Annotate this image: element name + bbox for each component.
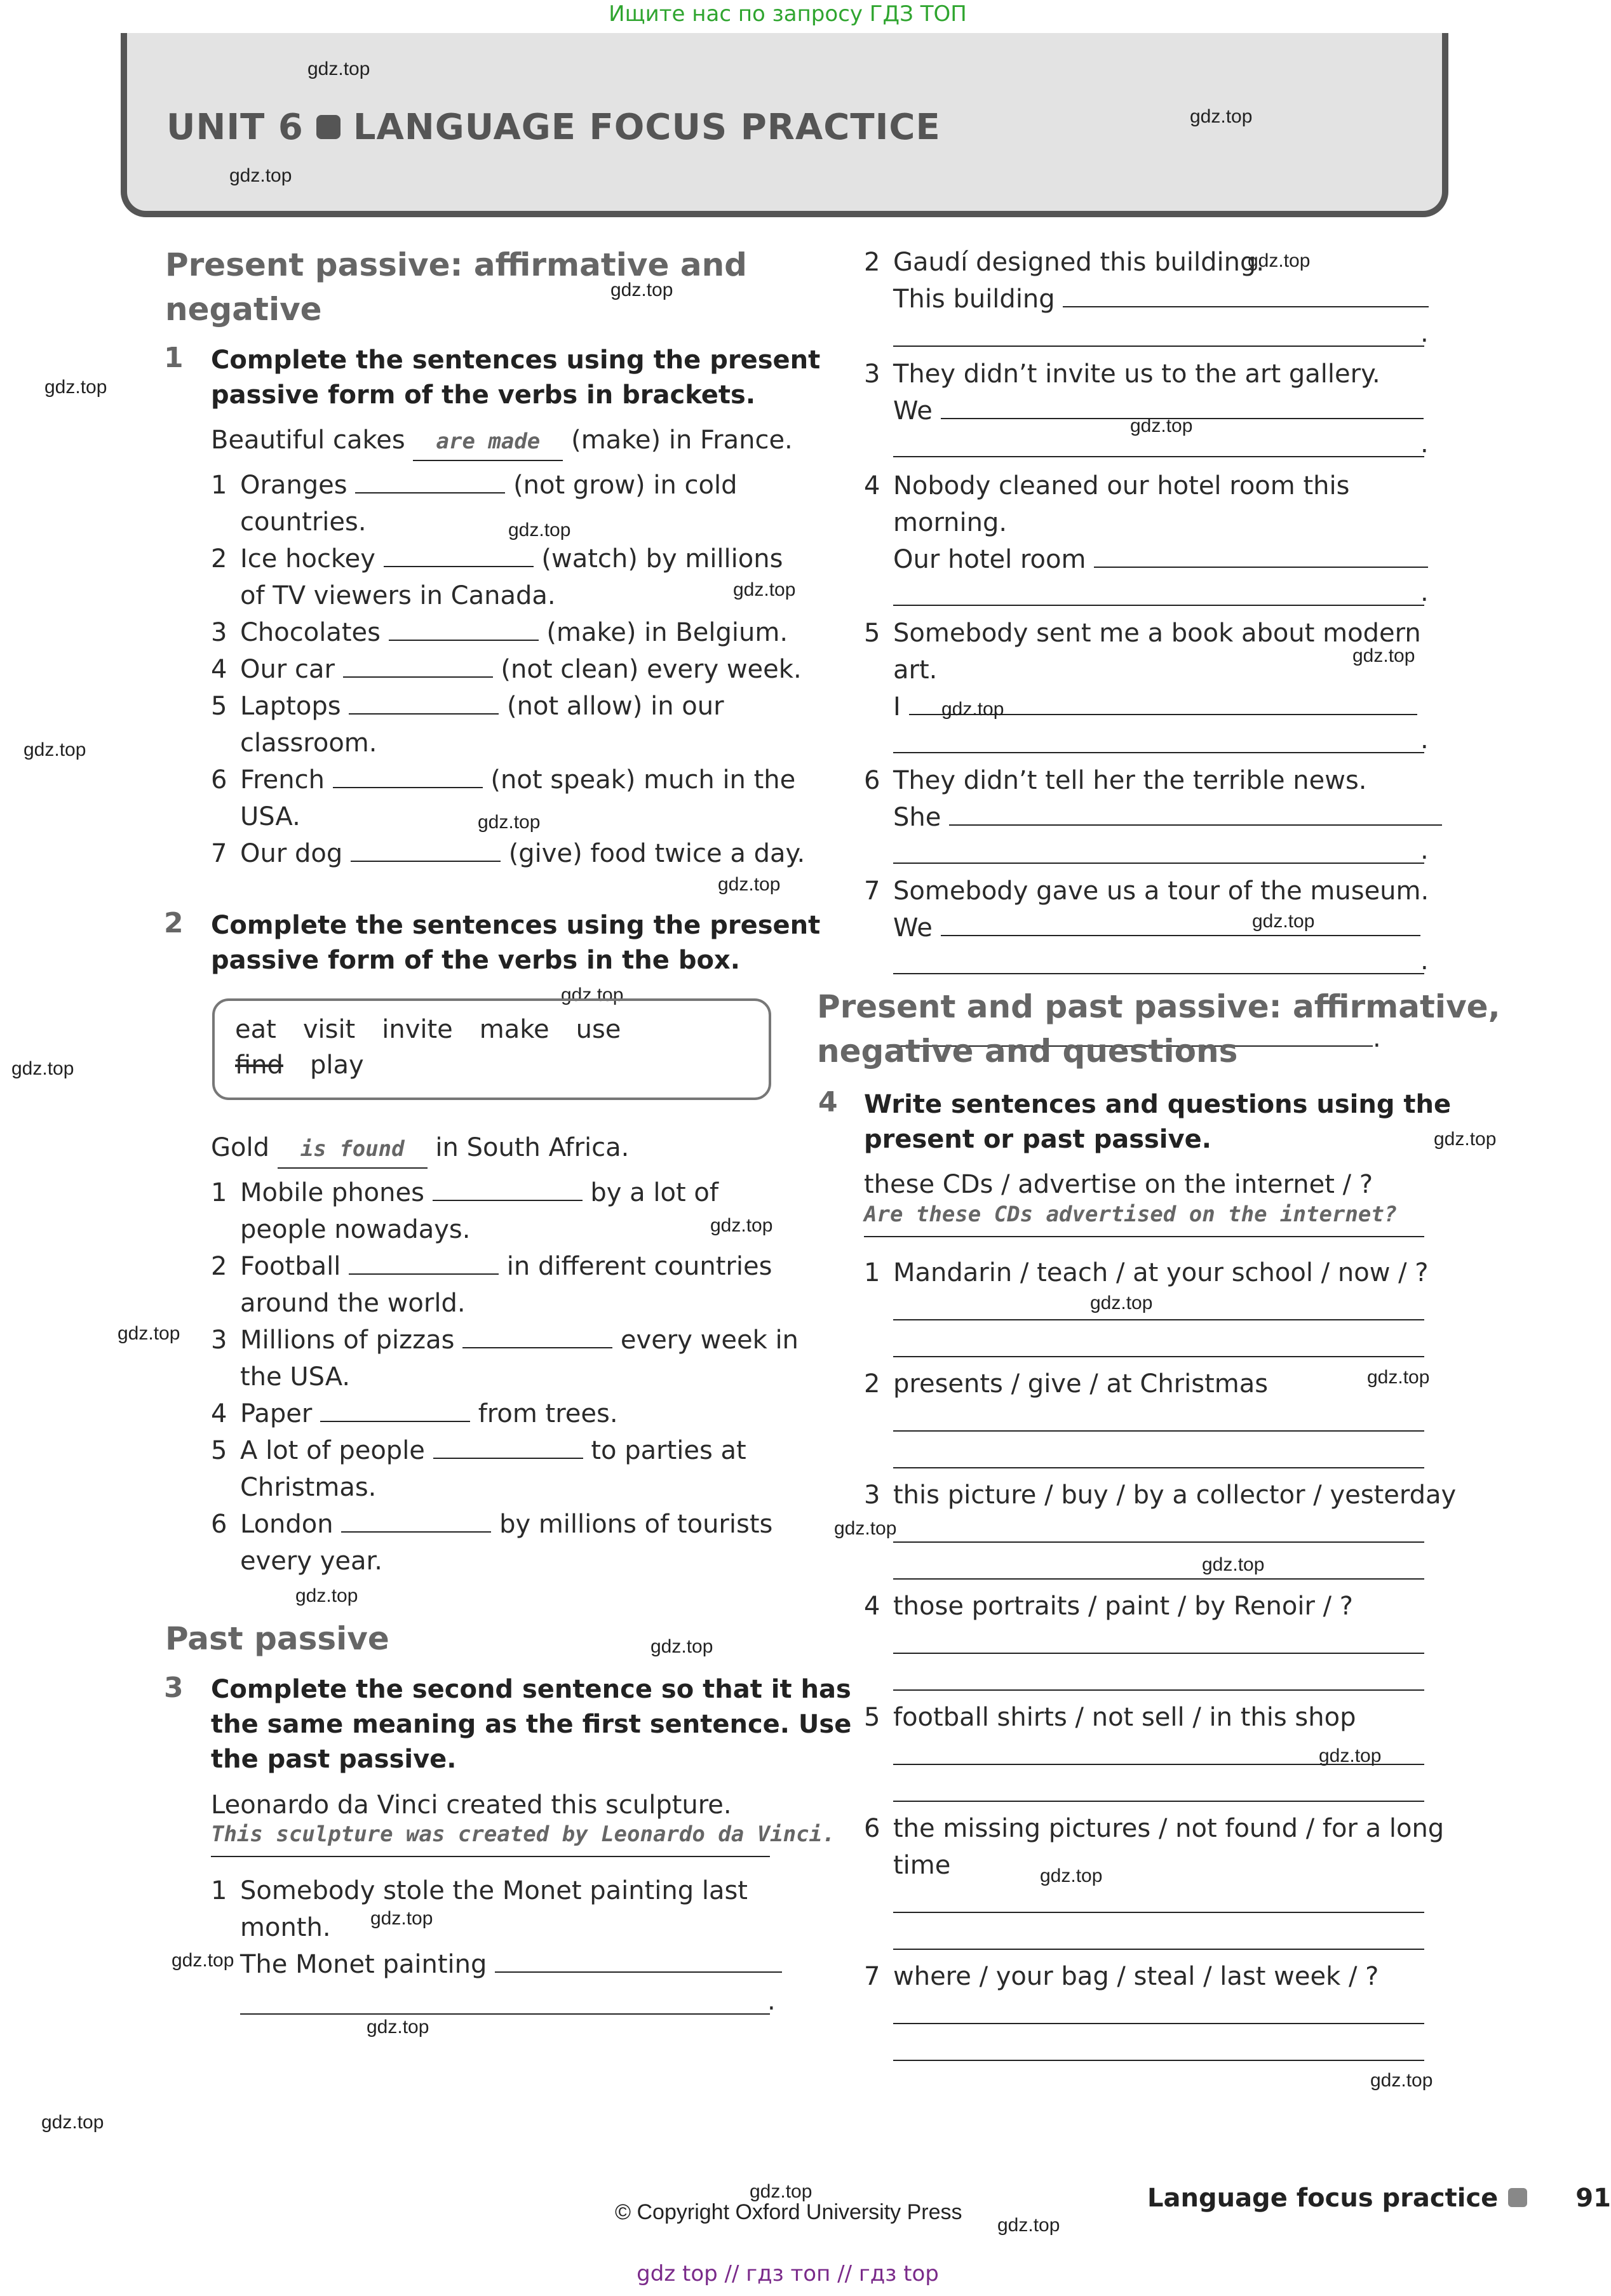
watermark: gdz.top — [1434, 1129, 1497, 1150]
exercise-1-example: Beautiful cakes are made (make) in France. — [211, 422, 793, 461]
exercise-2-item: 6 London by millions of tourists — [211, 1510, 773, 1539]
watermark: gdz.top — [41, 2112, 104, 2133]
example-answer-field: is found — [278, 1129, 428, 1169]
answer-blank[interactable] — [1063, 286, 1429, 307]
answer-blank[interactable] — [343, 656, 493, 678]
exercise-3-answer-line: She — [893, 799, 1442, 836]
watermark: gdz.top — [1190, 106, 1253, 127]
exercise-4-item: 7 where / your bag / steal / last week / ? — [864, 1962, 1379, 1991]
answer-blank[interactable] — [893, 1912, 1424, 1913]
answer-blank[interactable] — [341, 1511, 491, 1533]
answer-blank[interactable] — [893, 456, 1424, 457]
exercise-2-item-continuation: every year. — [240, 1547, 383, 1576]
exercise-1-instruction: Complete the sentences using the present passive form of the verbs in brackets. — [211, 346, 821, 410]
exercise-3-item: 3 They didn’t invite us to the art gallery. — [864, 359, 1380, 389]
answer-blank[interactable] — [1094, 546, 1428, 568]
watermark: gdz.top — [1252, 911, 1315, 932]
watermark: gdz.top — [733, 579, 796, 600]
watermark: gdz.top — [1090, 1292, 1153, 1313]
exercise-3-answer-line: We — [893, 393, 1424, 429]
bottom-links[interactable]: gdz top // гдз топ // гдз top — [637, 2261, 939, 2286]
watermark: gdz.top — [710, 1215, 773, 1236]
answer-blank[interactable] — [893, 1764, 1424, 1765]
exercise-number: 2 — [164, 907, 184, 939]
answer-blank[interactable] — [893, 1653, 1424, 1654]
exercise-3-item-continuation: art. — [893, 655, 938, 685]
exercise-2-example: Gold is found in South Africa. — [211, 1129, 629, 1169]
exercise-1-item: 4 Our car (not clean) every week. — [211, 655, 802, 684]
watermark: gdz.top — [24, 739, 86, 760]
exercise-3-item-continuation: morning. — [893, 508, 1008, 537]
exercise-3-instruction: Complete the second sentence so that it has the same meaning as the first sentence. Use the past passive. — [211, 1675, 852, 1774]
watermark: gdz.top — [295, 1585, 358, 1606]
exercise-4-item: 2 presents / give / at Christmas — [864, 1369, 1269, 1399]
exercise-1-item: 1 Oranges (not grow) in cold — [211, 471, 738, 500]
square-bullet-icon — [316, 115, 340, 139]
answer-blank[interactable] — [320, 1400, 470, 1422]
answer-blank[interactable] — [893, 973, 1424, 974]
answer-blank[interactable] — [349, 693, 499, 715]
answer-blank[interactable] — [893, 1430, 1424, 1432]
answer-blank[interactable] — [384, 546, 534, 567]
watermark: gdz.top — [1367, 1367, 1430, 1388]
exercise-1-item: 3 Chocolates (make) in Belgium. — [211, 618, 788, 647]
copyright: © Copyright Oxford University Press — [615, 2200, 962, 2224]
watermark: gdz.top — [11, 1058, 74, 1079]
section-heading-present-passive: Present passive: affirmative and negative — [165, 246, 747, 328]
exercise-3-item: 6 They didn’t tell her the terrible news. — [864, 766, 1367, 795]
watermark: gdz.top — [307, 58, 370, 79]
example-answer-field: This sculpture was created by Leonardo da Vinci. — [211, 1822, 770, 1857]
answer-blank[interactable] — [893, 1689, 1424, 1691]
top-banner: Ищите нас по запросу ГДЗ ТОП — [609, 1, 967, 27]
exercise-3-item: 1 Somebody stole the Monet painting last — [211, 1876, 748, 1905]
answer-blank[interactable] — [893, 863, 1424, 864]
watermark: gdz.top — [750, 2181, 812, 2202]
section-3-heading: Present and past passive: affirmative, negative and questions — [817, 988, 1500, 1070]
watermark: gdz.top — [1352, 645, 1415, 666]
watermark: gdz.top — [478, 812, 541, 833]
answer-blank[interactable] — [893, 1541, 1424, 1543]
exercise-4-item-continuation: time — [893, 1851, 951, 1880]
watermark: gdz.top — [997, 2215, 1060, 2236]
exercise-1-item: 2 Ice hockey (watch) by millions — [211, 544, 783, 574]
exercise-2-item-continuation: the USA. — [240, 1362, 351, 1392]
answer-blank[interactable] — [893, 1949, 1424, 1950]
exercise-3-answer-line: Our hotel room — [893, 541, 1428, 578]
answer-blank[interactable] — [389, 619, 539, 641]
watermark: gdz.top — [718, 874, 781, 895]
answer-blank[interactable] — [893, 2060, 1424, 2061]
period: . — [1420, 319, 1429, 348]
exercise-2-item: 1 Mobile phones by a lot of — [211, 1178, 718, 1207]
exercise-number: 4 — [818, 1086, 838, 1118]
watermark: gdz.top — [1040, 1865, 1103, 1886]
exercise-number: 1 — [164, 342, 184, 374]
exercise-2-item: 4 Paper from trees. — [211, 1399, 618, 1428]
exercise-3-answer-line: I — [893, 688, 1417, 725]
exercise-1-item: 6 French (not speak) much in the — [211, 765, 796, 795]
exercise-3-item: 5 Somebody sent me a book about modern — [864, 619, 1421, 648]
answer-blank[interactable] — [349, 1253, 499, 1275]
answer-blank[interactable] — [495, 1951, 782, 1973]
exercise-2-item: 3 Millions of pizzas every week in — [211, 1326, 799, 1355]
answer-blank[interactable] — [893, 1319, 1424, 1320]
exercise-2-instruction: Complete the sentences using the present passive form of the verbs in the box. — [211, 911, 821, 975]
exercise-4-instruction: Write sentences and questions using the present or past passive. — [864, 1090, 1452, 1154]
period: . — [1420, 725, 1429, 755]
exercise-2-item: 5 A lot of people to parties at — [211, 1436, 746, 1465]
word-box-row: eat visit invite make use — [235, 1015, 621, 1044]
answer-blank[interactable] — [240, 2013, 770, 2015]
watermark: gdz.top — [367, 2017, 429, 2038]
exercise-3-item: 4 Nobody cleaned our hotel room this — [864, 471, 1350, 500]
exercise-1-item-continuation: countries. — [240, 507, 367, 537]
answer-blank[interactable] — [351, 840, 501, 862]
answer-blank[interactable] — [355, 472, 505, 493]
exercise-3-example: Leonardo da Vinci created this sculpture. — [211, 1790, 732, 1820]
answer-blank[interactable] — [909, 694, 1417, 715]
section-heading-past-passive: Past passive — [165, 1620, 389, 1657]
exercise-3-answer-line: The Monet painting — [240, 1946, 782, 1983]
crossed-out-word: find — [235, 1051, 283, 1080]
exercise-1-item: 5 Laptops (not allow) in our — [211, 692, 724, 721]
watermark: gdz.top — [118, 1323, 180, 1344]
watermark: gdz.top — [229, 165, 292, 186]
watermark: gdz.top — [1370, 2070, 1433, 2091]
watermark: gdz.top — [370, 1908, 433, 1929]
exercise-2-item-continuation: around the world. — [240, 1289, 466, 1318]
unit-title — [166, 107, 941, 148]
period: . — [767, 1987, 776, 2016]
answer-blank[interactable] — [893, 1356, 1424, 1357]
answer-blank[interactable] — [462, 1327, 612, 1348]
answer-blank[interactable] — [893, 752, 1424, 753]
answer-blank[interactable] — [893, 1801, 1424, 1802]
footer-section: Language focus practice 91 — [1147, 2184, 1611, 2213]
watermark: gdz.top — [941, 699, 1004, 720]
answer-blank[interactable] — [893, 1467, 1424, 1468]
exercise-2-item: 2 Football in different countries — [211, 1252, 772, 1281]
watermark: gdz.top — [834, 1518, 897, 1539]
exercise-3-answer-line: This building — [893, 281, 1429, 318]
period: . — [1420, 946, 1429, 976]
exercise-2-item-continuation: Christmas. — [240, 1473, 377, 1502]
answer-blank[interactable] — [941, 398, 1424, 419]
exercise-3-answer-line: We — [893, 910, 1420, 946]
watermark: gdz.top — [1248, 250, 1311, 271]
exercise-3-answer-line: . — [893, 1020, 1381, 1057]
word-box-row: find play — [235, 1051, 364, 1080]
exercise-4-example: these CDs / advertise on the internet / ? — [864, 1170, 1373, 1199]
exercise-2-item-continuation: people nowadays. — [240, 1215, 471, 1244]
exercise-3-item: 2 Gaudí designed this building. — [864, 248, 1265, 277]
watermark: gdz.top — [610, 279, 673, 300]
exercise-1-item-continuation: USA. — [240, 802, 300, 831]
answer-blank[interactable] — [893, 2023, 1424, 2024]
exercise-4-item: 4 those portraits / paint / by Renoir / ? — [864, 1592, 1354, 1621]
watermark: gdz.top — [172, 1950, 234, 1971]
watermark: gdz.top — [44, 377, 107, 398]
exercise-4-item: 3 this picture / buy / by a collector / yesterday — [864, 1480, 1457, 1510]
square-bullet-icon — [1508, 2188, 1527, 2207]
answer-blank[interactable] — [333, 767, 483, 788]
exercise-3-item-continuation: month. — [240, 1913, 331, 1942]
answer-blank[interactable] — [893, 346, 1424, 347]
watermark: gdz.top — [650, 1636, 713, 1657]
exercise-1-item-continuation: classroom. — [240, 728, 377, 758]
period: . — [1420, 578, 1429, 607]
exercise-4-item: 5 football shirts / not sell / in this shop — [864, 1703, 1356, 1732]
exercise-4-item: 1 Mandarin / teach / at your school / now / ? — [864, 1258, 1429, 1287]
answer-blank[interactable] — [433, 1179, 583, 1201]
unit-heading: LANGUAGE FOCUS PRACTICE — [353, 107, 941, 148]
watermark: gdz.top — [508, 520, 571, 540]
exercise-number: 3 — [164, 1672, 184, 1704]
example-answer-field: are made — [413, 422, 563, 461]
answer-blank[interactable] — [893, 605, 1424, 606]
period: . — [1420, 836, 1429, 865]
exercise-1-item-continuation: of TV viewers in Canada. — [240, 581, 556, 610]
example-answer-field: Are these CDs advertised on the internet? — [864, 1202, 1424, 1237]
exercise-1-item: 7 Our dog (give) food twice a day. — [211, 839, 806, 868]
answer-blank[interactable] — [941, 915, 1420, 936]
exercise-4-item: 6 the missing pictures / not found / for a long — [864, 1814, 1445, 1843]
answer-blank[interactable] — [893, 1578, 1424, 1580]
watermark: gdz.top — [1202, 1554, 1265, 1575]
watermark: gdz.top — [561, 984, 624, 1005]
watermark: gdz.top — [1130, 415, 1193, 436]
answer-blank[interactable] — [949, 804, 1442, 826]
watermark: gdz.top — [1319, 1745, 1382, 1766]
unit-number: UNIT 6 — [166, 107, 304, 148]
answer-blank[interactable] — [433, 1437, 583, 1459]
page-number: 91 — [1575, 2184, 1611, 2213]
period: . — [1420, 429, 1429, 459]
exercise-3-item: 7 Somebody gave us a tour of the museum. — [864, 876, 1429, 906]
